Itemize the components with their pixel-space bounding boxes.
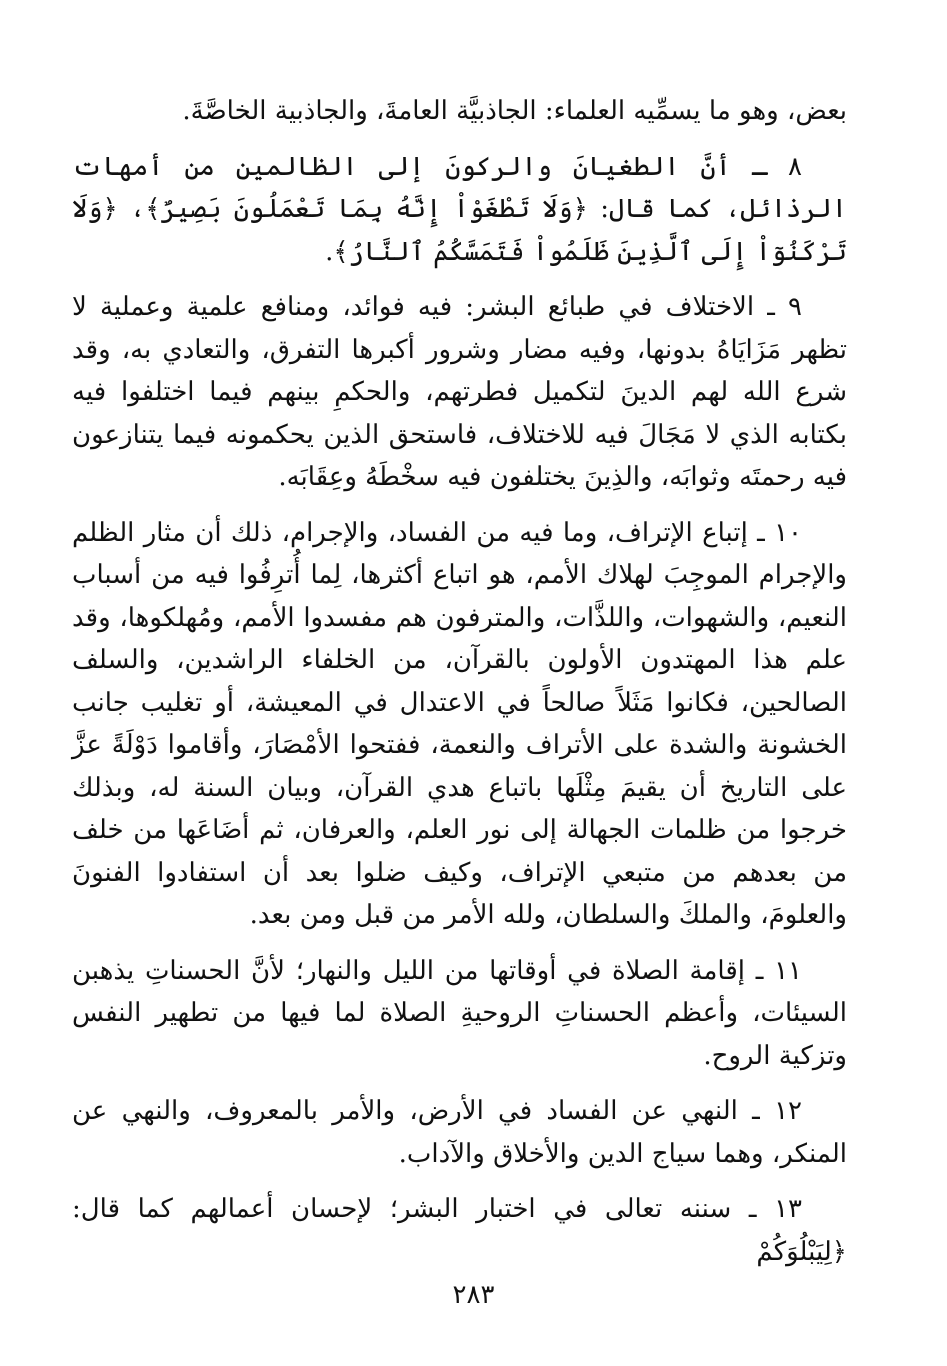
page-body [72, 90, 847, 1286]
paragraph-item-11: ١١ ـ إقامة الصلاة في أوقاتها من الليل والنهار؛ لأنَّ الحسناتِ يذهبن السيئات، وأعظم الحسناتِ الروحيةِ الصلاة لما فيها من تطهير النفس وتزكية الروح. [72, 955, 847, 1071]
paragraph-item-12: ١٢ ـ النهي عن الفساد في الأرض، والأمر بالمعروف، والنهي عن المنكر، وهما سياج الدين والأخلاق والآداب. [72, 1096, 847, 1169]
paragraph-item-9: ٩ ـ الاختلاف في طبائع البشر: فيه فوائد، ومنافع علمية وعملية لا تظهر مَزَايَاهُ بدونها، وفيه مضار وشرور أكبرها التفرق، والتعادي به، وقد شرع الله لهم الدينَ لتكميل فطرتهم، والحكمِ بينهم فيما اختلفوا فيه بكتابه الذي لا مَجَالَ فيه للاختلاف، فاستحق الذين يحكمونه فيما يتنازعون فيه رحمتَه وثوابَه، والذِينَ يختلفون فيه سخْطَهُ وعِقَابَه. [72, 292, 847, 492]
paragraph-item-13: ١٣ ـ سننه تعالى في اختبار البشر؛ لإحسان أعمالهم كما قال: ﴿لِيَبْلُوَكُمْ [72, 1194, 847, 1267]
paragraph-item-8: ٨ ـ أنَّ الطغيانَ والركونَ إلى الظالمين من أمهات الرذائل، كما قال: ﴿وَلَا تَطْغَوْاْ إِنَّهُ بِمَا تَعْمَلُونَ بَصِيرٌ﴾، ﴿وَلَا تَرْكَنُوٓاْ إِلَى ٱلَّذِينَ ظَلَمُواْ فَتَمَسَّكُمُ ٱلنَّارُ﴾. [72, 151, 847, 267]
paragraph-item-10: ١٠ ـ إتباع الإتراف، وما فيه من الفساد، والإجرام، ذلك أن مثار الظلم والإجرام الموجِبَ لهلاك الأمم، هو اتباع أكثرها، لِما أُترِفُوا فيه من أسباب النعيم، والشهوات، واللذَّات، والمترفون هم مفسدوا الأمم، ومُهلكوها، وقد علم هذا المهتدون الأولون بالقرآن، من الخلفاء الراشدين، والسلف الصالحين، فكانوا مَثَلاً صالحاً في الاعتدال في المعيشة، أو تغليب جانب الخشونة والشدة على الأتراف والنعمة، ففتحوا الأمْصَارَ، وأقاموا دَوْلَةً عزَّ على التاريخ أن يقيمَ مِثْلَها باتباع هدي القرآن، وبيان السنة له، وبذلك خرجوا من ظلمات الجهالة إلى نور العلم، والعرفان، ثم أضَاعَها من خلف من بعدهم من متبعي الإتراف، وكيف ضلوا بعد أن استفادوا الفنونَ والعلومَ، والملكَ والسلطان، ولله الأمر من قبل ومن بعد. [72, 517, 848, 930]
page-number: ٢٨٣ [452, 1280, 495, 1310]
paragraph-continuation: بعض، وهو ما يسمِّيه العلماء: الجاذبيَّة العامةَ، والجاذبية الخاصَّةَ. [182, 96, 847, 126]
